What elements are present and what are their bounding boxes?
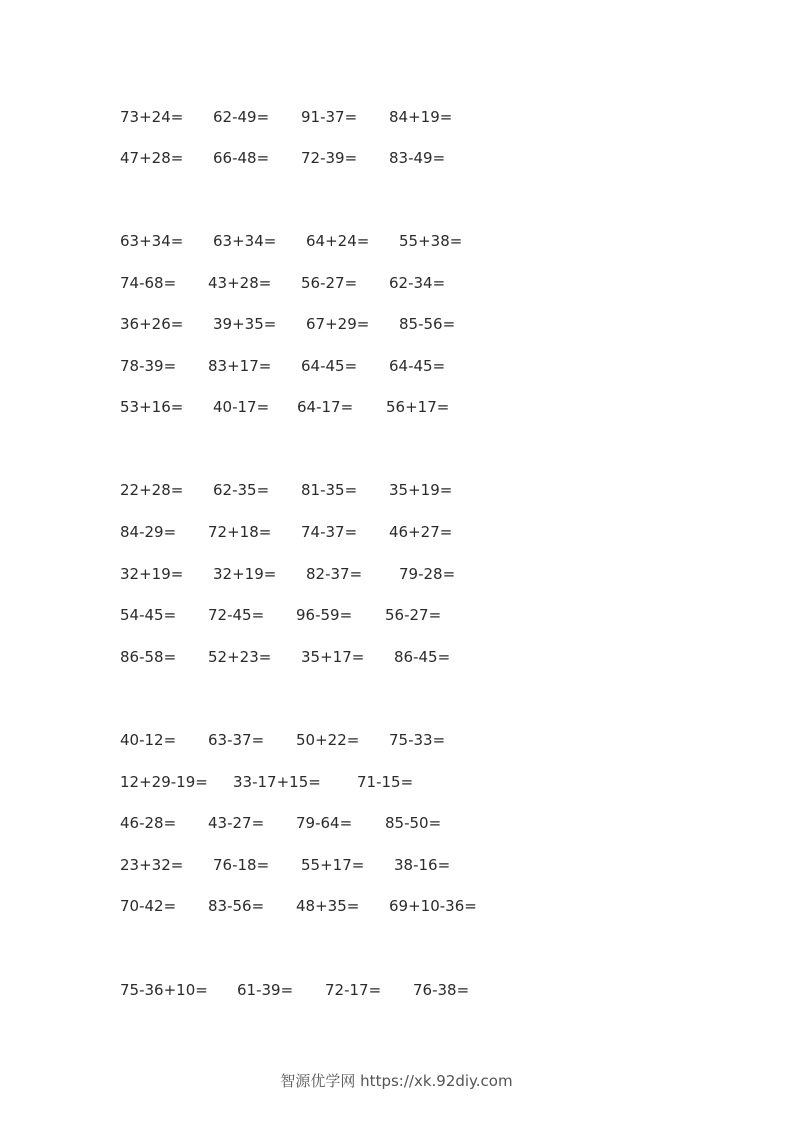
problem: 46+27= xyxy=(389,523,453,541)
problem: 53+16= xyxy=(120,398,184,416)
problem: 64-17= xyxy=(297,398,354,416)
problem: 63+34= xyxy=(120,232,184,250)
problem: 78-39= xyxy=(120,357,177,375)
problem: 73+24= xyxy=(120,108,184,126)
problem: 63-37= xyxy=(208,731,265,749)
problem: 75-36+10= xyxy=(120,981,208,999)
problem: 91-37= xyxy=(301,108,358,126)
problem: 86-58= xyxy=(120,648,177,666)
problem: 79-28= xyxy=(399,565,456,583)
problem: 86-45= xyxy=(394,648,451,666)
problem: 72-45= xyxy=(208,606,265,624)
problem: 23+32= xyxy=(120,856,184,874)
problem: 32+19= xyxy=(213,565,277,583)
problem: 39+35= xyxy=(213,315,277,333)
problem: 67+29= xyxy=(306,315,370,333)
footer-watermark: 智源优学网 https://xk.92diy.com xyxy=(280,1072,513,1090)
problem: 69+10-36= xyxy=(389,897,477,915)
problem: 33-17+15= xyxy=(233,773,321,791)
problem: 96-59= xyxy=(296,606,353,624)
problem: 84-29= xyxy=(120,523,177,541)
problem: 81-35= xyxy=(301,481,358,499)
problem: 85-56= xyxy=(399,315,456,333)
problem: 43+28= xyxy=(208,274,272,292)
problem: 40-17= xyxy=(213,398,270,416)
problem: 72-17= xyxy=(325,981,382,999)
problem: 43-27= xyxy=(208,814,265,832)
problem: 74-37= xyxy=(301,523,358,541)
problem: 56-27= xyxy=(301,274,358,292)
problem: 56+17= xyxy=(386,398,450,416)
problem: 38-16= xyxy=(394,856,451,874)
problem: 48+35= xyxy=(296,897,360,915)
problem: 83-56= xyxy=(208,897,265,915)
problem: 22+28= xyxy=(120,481,184,499)
problem: 71-15= xyxy=(357,773,414,791)
problem: 55+38= xyxy=(399,232,463,250)
problem: 35+19= xyxy=(389,481,453,499)
problem: 64-45= xyxy=(389,357,446,375)
problem: 63+34= xyxy=(213,232,277,250)
problem: 83+17= xyxy=(208,357,272,375)
problem: 76-38= xyxy=(413,981,470,999)
problem: 72-39= xyxy=(301,149,358,167)
problem: 70-42= xyxy=(120,897,177,915)
problem: 36+26= xyxy=(120,315,184,333)
problem: 79-64= xyxy=(296,814,353,832)
problem: 40-12= xyxy=(120,731,177,749)
problem: 46-28= xyxy=(120,814,177,832)
problem: 62-34= xyxy=(389,274,446,292)
problem: 55+17= xyxy=(301,856,365,874)
problem: 47+28= xyxy=(120,149,184,167)
problem: 35+17= xyxy=(301,648,365,666)
problem: 64-45= xyxy=(301,357,358,375)
problem: 74-68= xyxy=(120,274,177,292)
problem: 84+19= xyxy=(389,108,453,126)
problem: 54-45= xyxy=(120,606,177,624)
problem: 62-49= xyxy=(213,108,270,126)
problem: 12+29-19= xyxy=(120,773,208,791)
problem: 66-48= xyxy=(213,149,270,167)
problem: 82-37= xyxy=(306,565,363,583)
problem: 56-27= xyxy=(385,606,442,624)
problem: 72+18= xyxy=(208,523,272,541)
problem: 52+23= xyxy=(208,648,272,666)
problem: 85-50= xyxy=(385,814,442,832)
problem: 50+22= xyxy=(296,731,360,749)
problem: 64+24= xyxy=(306,232,370,250)
problem: 83-49= xyxy=(389,149,446,167)
problem: 62-35= xyxy=(213,481,270,499)
problem: 61-39= xyxy=(237,981,294,999)
problem: 76-18= xyxy=(213,856,270,874)
problem: 75-33= xyxy=(389,731,446,749)
problem: 32+19= xyxy=(120,565,184,583)
